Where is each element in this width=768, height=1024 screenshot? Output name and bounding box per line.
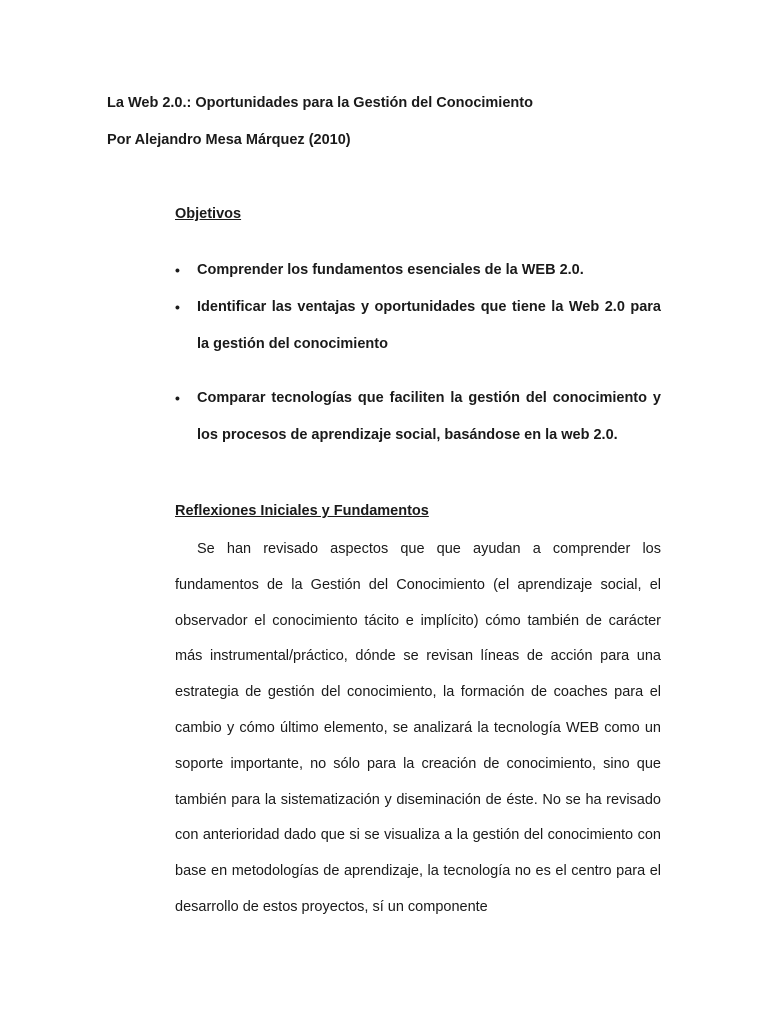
bullet-icon: • [175,299,180,315]
objective-text: Comparar tecnologías que faciliten la gestión del conocimiento y los procesos de aprendizaje social, basándose en la web 2.0. [197,390,661,443]
objectives-heading: Objetivos [175,206,242,222]
bullet-icon: • [175,390,180,406]
bullet-icon: • [175,262,180,278]
objective-text: Identificar las ventajas y oportunidades que tiene la Web 2.0 para la gestión del conocimiento [197,299,661,352]
objective-item [175,289,661,362]
objective-item [175,252,661,289]
body-paragraph: Se han revisado aspectos que que ayudan a comprender los fundamentos de la Gestión del Conocimiento (el aprendizaje social, el observador el conocimiento tácito e implícito) cómo también de carácter más instrumental/práctico, dónde se revisan líneas de acción para una estrategia de gestión del conocimiento, la formación de coaches para el cambio y cómo último elemento, se analizará la tecnología WEB como un soporte importante, no sólo para la creación de conocimiento, sino que también para la sistematización y diseminación de éste. No se ha revisado con anterioridad dado que si se visualiza a la gestión del conocimiento con base en metodologías de aprendizaje, la tecnología no es el centro para el desarrollo de estos proyectos, sí un componente [175,541,661,915]
author-line: Por Alejandro Mesa Márquez (2010) [107,132,351,148]
objective-item [175,380,661,453]
section-heading: Reflexiones Iniciales y Fundamentos [175,503,429,519]
objective-text: Comprender los fundamentos esenciales de la WEB 2.0. [197,262,584,278]
document-title: La Web 2.0.: Oportunidades para la Gestión del Conocimiento [107,95,533,111]
